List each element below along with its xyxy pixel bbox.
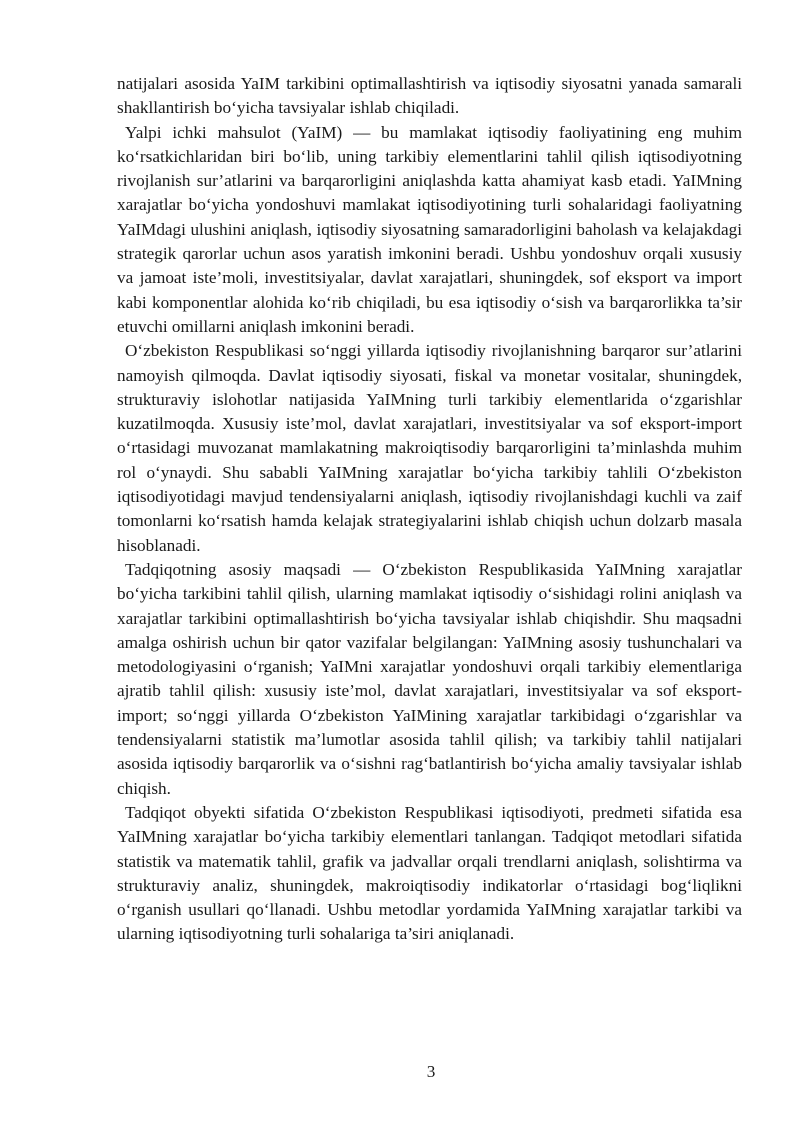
paragraph-3: O‘zbekiston Respublikasi so‘nggi yillarda iqtisodiy rivojlanishning barqaror sur’atlarini namoyish qilmoqda. Davlat iqtisodiy siyosati, fiskal va monetar vositalar, shuningdek, strukturaviy islohotlar natijasida YaIMning turli tarkibiy elementlarida o‘zgarishlar kuzatilmoqda. Xususiy iste’mol, davlat xarajatlari, investitsiyalar va sof eksport-import o‘rtasidagi muvozanat mamlakatning makroiqtisodiy barqarorligini ta’minlashda muhim rol o‘ynaydi. Shu sababli YaIMning xarajatlar bo‘yicha tarkibiy tahlili O‘zbekiston iqtisodiyotidagi mavjud tendensiyalarni aniqlash, iqtisodiy rivojlanishdagi kuchli va zaif tomonlarni ko‘rsatish hamda kelajak strategiyalarini ishlab chiqish uchun dolzarb masala hisoblanadi. xyxy=(117,341,742,555)
paragraph-2: Yalpi ichki mahsulot (YaIM) — bu mamlakat iqtisodiy faoliyatining eng muhim ko‘rsatkichlaridan biri bo‘lib, uning tarkibiy elementlarini tahlil qilish iqtisodiyotning rivojlanish sur’atlarini va barqarorligini aniqlashda katta ahamiyat kasb etadi. YaIMning xarajatlar bo‘yicha yondoshuvi mamlakat iqtisodiyotining turli sohalaridagi faoliyatning YaIMdagi ulushini aniqlash, iqtisodiy siyosatning samaradorligini baholash va kelajakdagi strategik qarorlar uchun asos yaratish imkonini beradi. Ushbu yondoshuv orqali xususiy va jamoat iste’moli, investitsiyalar, davlat xarajatlari, shuningdek, sof eksport va import kabi komponentlar alohida ko‘rib chiqiladi, bu esa iqtisodiy o‘sish va barqarorlikka ta’sir etuvchi omillarni aniqlash imkonini beradi. xyxy=(117,122,742,336)
paragraph-1: natijalari asosida YaIM tarkibini optimallashtirish va iqtisodiy siyosatni yanada samarali shakllantirish bo‘yicha tavsiyalar ishlab chiqiladi. xyxy=(117,74,742,118)
page-number: 3 xyxy=(426,1062,436,1081)
body-text xyxy=(117,72,742,947)
paragraph-4: Tadqiqotning asosiy maqsadi — O‘zbekiston Respublikasida YaIMning xarajatlar bo‘yicha tarkibini tahlil qilish, ularning mamlakat iqtisodiy o‘sishidagi rolini aniqlash va xarajatlar tarkibini optimallashtirish bo‘yicha tavsiyalar ishlab chiqishdir. Shu maqsadni amalga oshirish uchun bir qator vazifalar belgilangan: YaIMning asosiy tushunchalari va metodologiyasini o‘rganish; YaIMni xarajatlar yondoshuvi orqali tarkibiy elementlariga ajratib tahlil qilish: xususiy iste’mol, davlat xarajatlari, investitsiyalar va sof eksport-import; so‘nggi yillarda O‘zbekiston YaIMining xarajatlar tarkibidagi o‘zgarishlar va tendensiyalarni statistik ma’lumotlar asosida tahlil qilish; va tarkibiy tahlil natijalari asosida iqtisodiy barqarorlik va o‘sishni rag‘batlantirish bo‘yicha amaliy tavsiyalar ishlab chiqish. xyxy=(117,559,742,798)
paragraph-5: Tadqiqot obyekti sifatida O‘zbekiston Respublikasi iqtisodiyoti, predmeti sifatida esa YaIMning xarajatlar bo‘yicha tarkibiy elementlari tanlangan. Tadqiqot metodlari sifatida statistik va matematik tahlil, grafik va jadvallar orqali trendlarni aniqlash, solishtirma va strukturaviy analiz, shuningdek, makroiqtisodiy indikatorlar o‘rtasidagi bog‘liqlikni o‘rganish usullari qo‘llanadi. Ushbu metodlar yordamida YaIMning xarajatlar tarkibi va ularning iqtisodiyotning turli sohalariga ta’siri aniqlanadi. xyxy=(117,802,742,944)
